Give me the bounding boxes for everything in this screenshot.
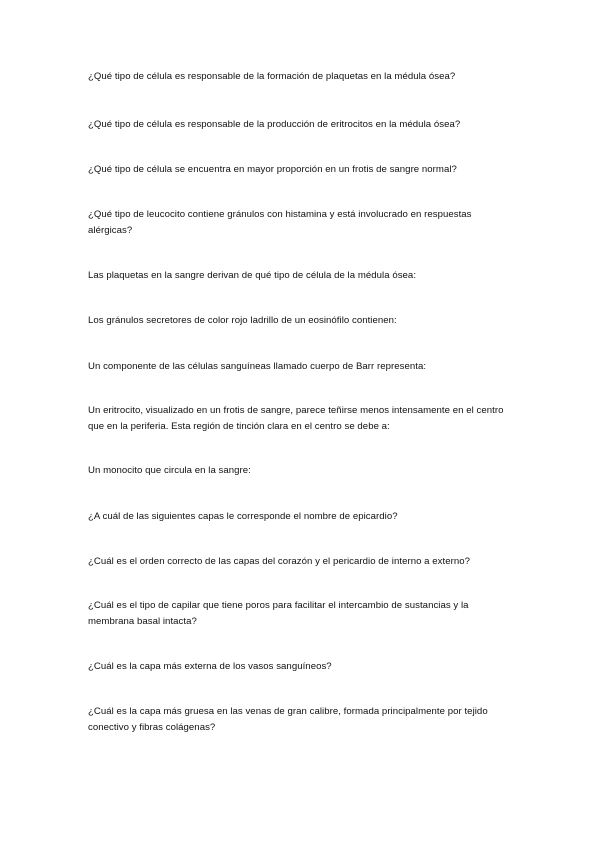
question-13: ¿Cuál es la capa más externa de los vasos sanguíneos? — [88, 661, 332, 672]
question-11: ¿Cuál es el orden correcto de las capas del corazón y el pericardio de interno a externo? — [88, 556, 471, 567]
question-9: Un monocito que circula en la sangre: — [88, 465, 251, 476]
question-2: ¿Qué tipo de célula es responsable de la producción de eritrocitos en la médula ósea? — [88, 119, 461, 130]
question-12: ¿Cuál es el tipo de capilar que tiene poros para facilitar el intercambio de sustancias y la membrana basal intacta? — [88, 600, 469, 627]
question-8: Un eritrocito, visualizado en un frotis de sangre, parece teñirse menos intensamente en el centro que en la periferia. Esta región de tinción clara en el centro se debe a: — [88, 405, 504, 432]
question-1: ¿Qué tipo de célula es responsable de la formación de plaquetas en la médula ósea? — [88, 71, 456, 82]
question-4: ¿Qué tipo de leucocito contiene gránulos con histamina y está involucrado en respuestas alérgicas? — [88, 209, 472, 236]
question-3: ¿Qué tipo de célula se encuentra en mayor proporción en un frotis de sangre normal? — [88, 164, 457, 175]
question-5: Las plaquetas en la sangre derivan de qué tipo de célula de la médula ósea: — [88, 270, 417, 281]
question-6: Los gránulos secretores de color rojo ladrillo de un eosinófilo contienen: — [88, 315, 397, 326]
question-7: Un componente de las células sanguíneas llamado cuerpo de Barr representa: — [88, 361, 427, 372]
question-10: ¿A cuál de las siguientes capas le corresponde el nombre de epicardio? — [88, 511, 398, 522]
question-14: ¿Cuál es la capa más gruesa en las venas de gran calibre, formada principalmente por tejido conectivo y fibras colágenas? — [88, 706, 488, 733]
